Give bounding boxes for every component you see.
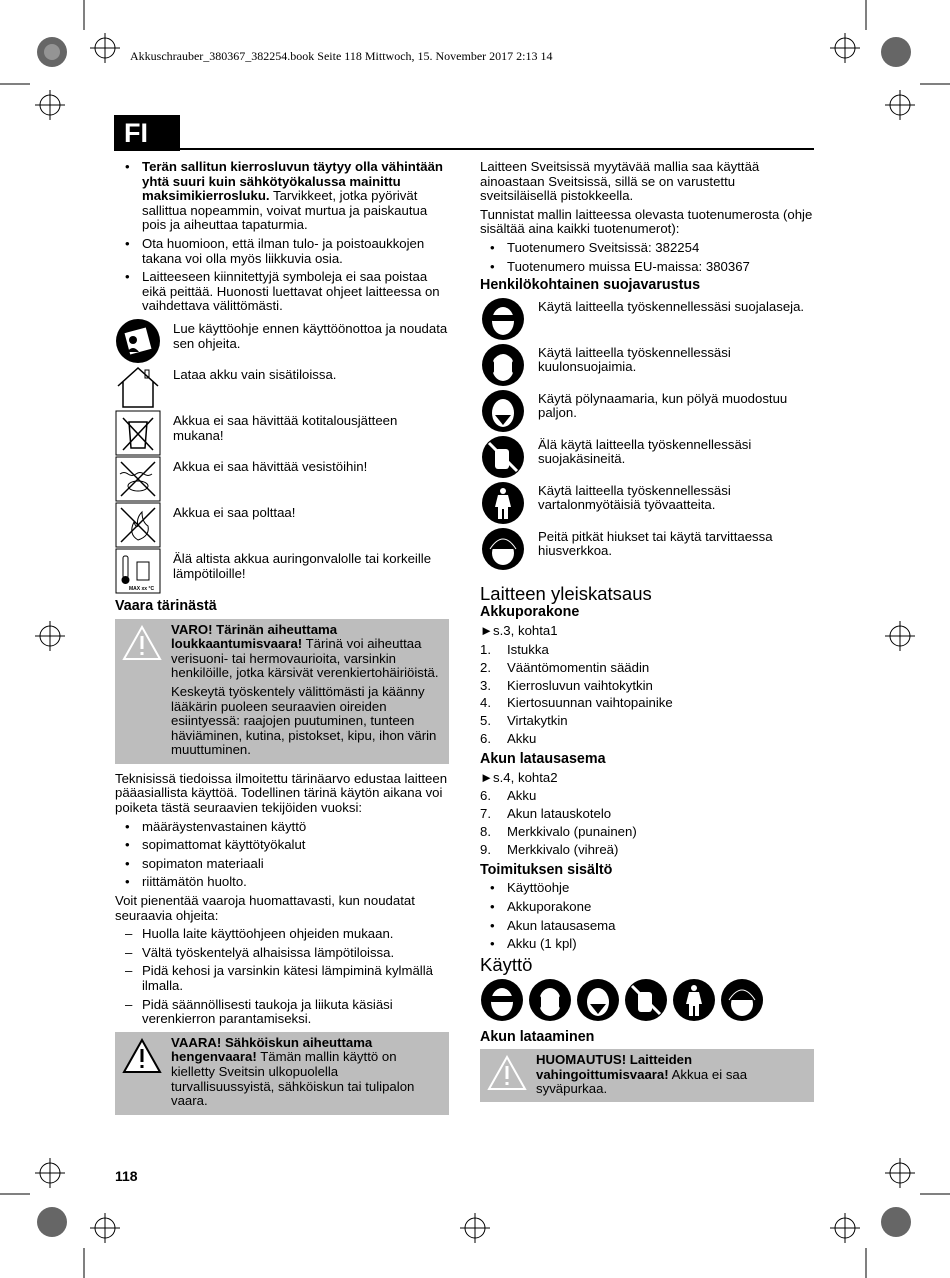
list-item: 9. Merkkivalo (vihreä) bbox=[480, 842, 619, 858]
figure-reference: ►s.4, kohta2 bbox=[480, 769, 558, 785]
body-clothing-icon bbox=[672, 978, 716, 1022]
list-item: – Pidä kehosi ja varsinkin kätesi lämpiminä kylmällä ilmalla. bbox=[115, 964, 449, 993]
hairnet-icon bbox=[480, 527, 526, 571]
svg-text:MAX xx °C: MAX xx °C bbox=[129, 585, 155, 592]
page-number: 118 bbox=[115, 1168, 138, 1184]
no-fire-icon bbox=[115, 502, 161, 548]
paragraph: Tunnistat mallin laitteessa olevasta tuotenumerosta (ohje sisältää aina kaikki tuotenumerot): bbox=[480, 206, 813, 237]
product-number-list bbox=[480, 241, 814, 274]
symbol-row: MAX xx °C Älä altista akkua auringonvalolle tai korkeille lämpötiloille! bbox=[115, 548, 449, 594]
list-item: – Pidä säännöllisesti taukoja ja liikuta käsiäsi verenkierron parantamiseksi. bbox=[115, 998, 449, 1027]
warning-triangle-icon bbox=[122, 1038, 162, 1074]
safety-bullets bbox=[115, 160, 449, 314]
language-tab: FI bbox=[114, 115, 180, 151]
drill-parts-list bbox=[480, 643, 814, 748]
list-item: – Huolla laite käyttöohjeen ohjeiden mukaan. bbox=[115, 927, 449, 942]
section-heading: Vaara tärinästä bbox=[115, 597, 217, 614]
list-item: – Vältä työskentelyä alhaisissa lämpötiloissa. bbox=[115, 946, 449, 961]
list-item: 6. Akku bbox=[480, 731, 537, 747]
warning-box-vibration: VARO! Tärinän aiheuttama loukkaantumisvaara! Tärinä voi aiheuttaa verisuoni- tai hermovaurioita, varsinkin henkilöille, jotka kärsivät verenkiertohäiriöistä. Keskeytä työskentely välittömästi ja käänny lääkärin puoleen seuraavien oireiden esiintyessä: raajojen puutuminen, tunteen häviäminen, kutina, pistokset, kipu, ihon värin muuttuminen. bbox=[115, 619, 449, 764]
print-header: Akkuschrauber_380367_382254.book Seite 118 Mittwoch, 15. November 2017 2:13 14 bbox=[130, 49, 553, 63]
dust-mask-icon bbox=[576, 978, 620, 1022]
max-temperature-icon bbox=[115, 548, 161, 594]
list-item: 7. Akun latauskotelo bbox=[480, 806, 612, 822]
list-item: 2. Vääntömomentin säädin bbox=[480, 659, 650, 675]
left-column bbox=[115, 160, 449, 1123]
section-heading: Henkilökohtainen suojavarustus bbox=[480, 277, 701, 294]
charger-parts-list bbox=[480, 789, 814, 858]
symbol-row: Lataa akku vain sisätiloissa. bbox=[115, 364, 449, 410]
delivery-list bbox=[480, 881, 814, 951]
list-item: • Ota huomioon, että ilman tulo- ja poistoaukkojen takana voi olla myös liikkuvia osia. bbox=[115, 237, 449, 266]
symbol-row: Akkua ei saa hävittää vesistöihin! bbox=[115, 456, 449, 502]
warning-triangle-icon bbox=[487, 1055, 527, 1091]
ear-protection-icon bbox=[480, 343, 526, 387]
no-gloves-icon bbox=[624, 978, 668, 1022]
safety-glasses-icon bbox=[480, 297, 526, 341]
list-item: • määräystenvastainen käyttö bbox=[115, 820, 449, 835]
house-indoor-icon bbox=[115, 364, 161, 410]
ppe-row: Älä käytä laitteella työskennellessäsi suojakäsineitä. bbox=[480, 435, 814, 481]
no-water-disposal-icon bbox=[115, 456, 161, 502]
symbol-row: Akkua ei saa hävittää kotitalousjätteen mukana! bbox=[115, 410, 449, 456]
list-item: • sopimaton materiaali bbox=[115, 857, 449, 872]
warning-box-electric: VAARA! Sähköiskun aiheuttama hengenvaara! Tämän mallin käyttö on kielletty Sveitsin ulkopuolella turvallisuussyistä, sähköiskun tai tulipalon vaara. bbox=[115, 1032, 449, 1115]
ppe-row: Käytä laitteella työskennellessäsi suojalaseja. bbox=[480, 297, 814, 343]
section-heading: Toimituksen sisältö bbox=[480, 861, 613, 878]
list-item: • Akkuporakone bbox=[480, 900, 814, 915]
body-clothing-icon bbox=[480, 481, 526, 525]
list-item: 4. Kiertosuunnan vaihtopainike bbox=[480, 695, 673, 711]
list-item: • Tuotenumero muissa EU-maissa: 380367 bbox=[480, 260, 814, 275]
ppe-icon-row bbox=[480, 978, 814, 1022]
paragraph: Teknisissä tiedoissa ilmoitettu tärinäarvo edustaa laitteen pääasiallista käyttöä. Todellinen tärinä käytön aikana voi poiketa tästä seuraavien tekijöiden vuoksi: bbox=[115, 770, 448, 816]
notice-box: HUOMAUTUS! Laitteiden vahingoittumisvaara! Akkua ei saa syväpurkaa. bbox=[480, 1049, 814, 1102]
ppe-row: Käytä laitteella työskennellessäsi kuulonsuojaimia. bbox=[480, 343, 814, 389]
figure-reference: ►s.3, kohta1 bbox=[480, 622, 558, 638]
no-gloves-icon bbox=[480, 435, 526, 479]
safety-glasses-icon bbox=[480, 978, 524, 1022]
list-item: • Tuotenumero Sveitsissä: 382254 bbox=[480, 241, 814, 256]
ppe-row: Peitä pitkät hiukset tai käytä tarvittaessa hiusverkkoa. bbox=[480, 527, 814, 573]
ear-protection-icon bbox=[528, 978, 572, 1022]
paragraph: Laitteen Sveitsissä myytävää mallia saa käyttää ainoastaan Sveitsissä, sillä se on varustettu sveitsiläisellä pistokkeella. bbox=[480, 159, 760, 204]
section-heading: Akun latausasema bbox=[480, 751, 606, 768]
section-heading: Akkuporakone bbox=[480, 604, 580, 621]
symbol-row: Lue käyttöohje ennen käyttöönottoa ja noudata sen ohjeita. bbox=[115, 318, 449, 364]
section-title: Laitteen yleiskatsaus bbox=[480, 582, 652, 604]
right-column bbox=[480, 160, 814, 1110]
header-rule bbox=[180, 148, 814, 150]
list-item: • Laitteeseen kiinnitettyjä symboleja ei saa poistaa eikä peittää. Huonosti luettavat ohjeet laitteessa on vaihdettava välittömästi. bbox=[115, 270, 449, 314]
list-item: • riittämätön huolto. bbox=[115, 875, 449, 890]
warning-triangle-icon bbox=[122, 625, 162, 661]
section-title: Käyttö bbox=[480, 953, 533, 975]
advice-dashes bbox=[115, 927, 449, 1027]
hairnet-icon bbox=[720, 978, 764, 1022]
factor-bullets bbox=[115, 820, 449, 890]
list-item: 5. Virtakytkin bbox=[480, 713, 568, 729]
list-item: 8. Merkkivalo (punainen) bbox=[480, 824, 637, 840]
section-heading: Akun lataaminen bbox=[480, 1029, 595, 1046]
list-item: 1. Istukka bbox=[480, 641, 549, 657]
list-item: 6. Akku bbox=[480, 788, 537, 804]
list-item: • Käyttöohje bbox=[480, 881, 814, 896]
ppe-row: Käytä laitteella työskennellessäsi vartalonmyötäisiä työvaatteita. bbox=[480, 481, 814, 527]
list-item: 3. Kierrosluvun vaihtokytkin bbox=[480, 677, 653, 693]
list-item: • sopimattomat käyttötyökalut bbox=[115, 838, 449, 853]
symbol-row: Akkua ei saa polttaa! bbox=[115, 502, 449, 548]
dust-mask-icon bbox=[480, 389, 526, 433]
ppe-row: Käytä pölynaamaria, kun pölyä muodostuu paljon. bbox=[480, 389, 814, 435]
list-item: • Akun latausasema bbox=[480, 919, 814, 934]
list-item: • Akku (1 kpl) bbox=[480, 937, 814, 952]
read-manual-icon bbox=[115, 318, 161, 364]
paragraph: Voit pienentää vaaroja huomattavasti, kun noudatat seuraavia ohjeita: bbox=[115, 893, 415, 923]
crossed-bin-icon bbox=[115, 410, 161, 456]
list-item: • Terän sallitun kierrosluvun täytyy olla vähintään yhtä suuri kuin sähkötyökalussa mainittu maksimikierrosluku. Tarvikkeet, jotka pyörivät sallittua nopeammin, voivat murtua ja paiskautua pois ja aiheuttaa tapaturmia. bbox=[115, 160, 449, 233]
